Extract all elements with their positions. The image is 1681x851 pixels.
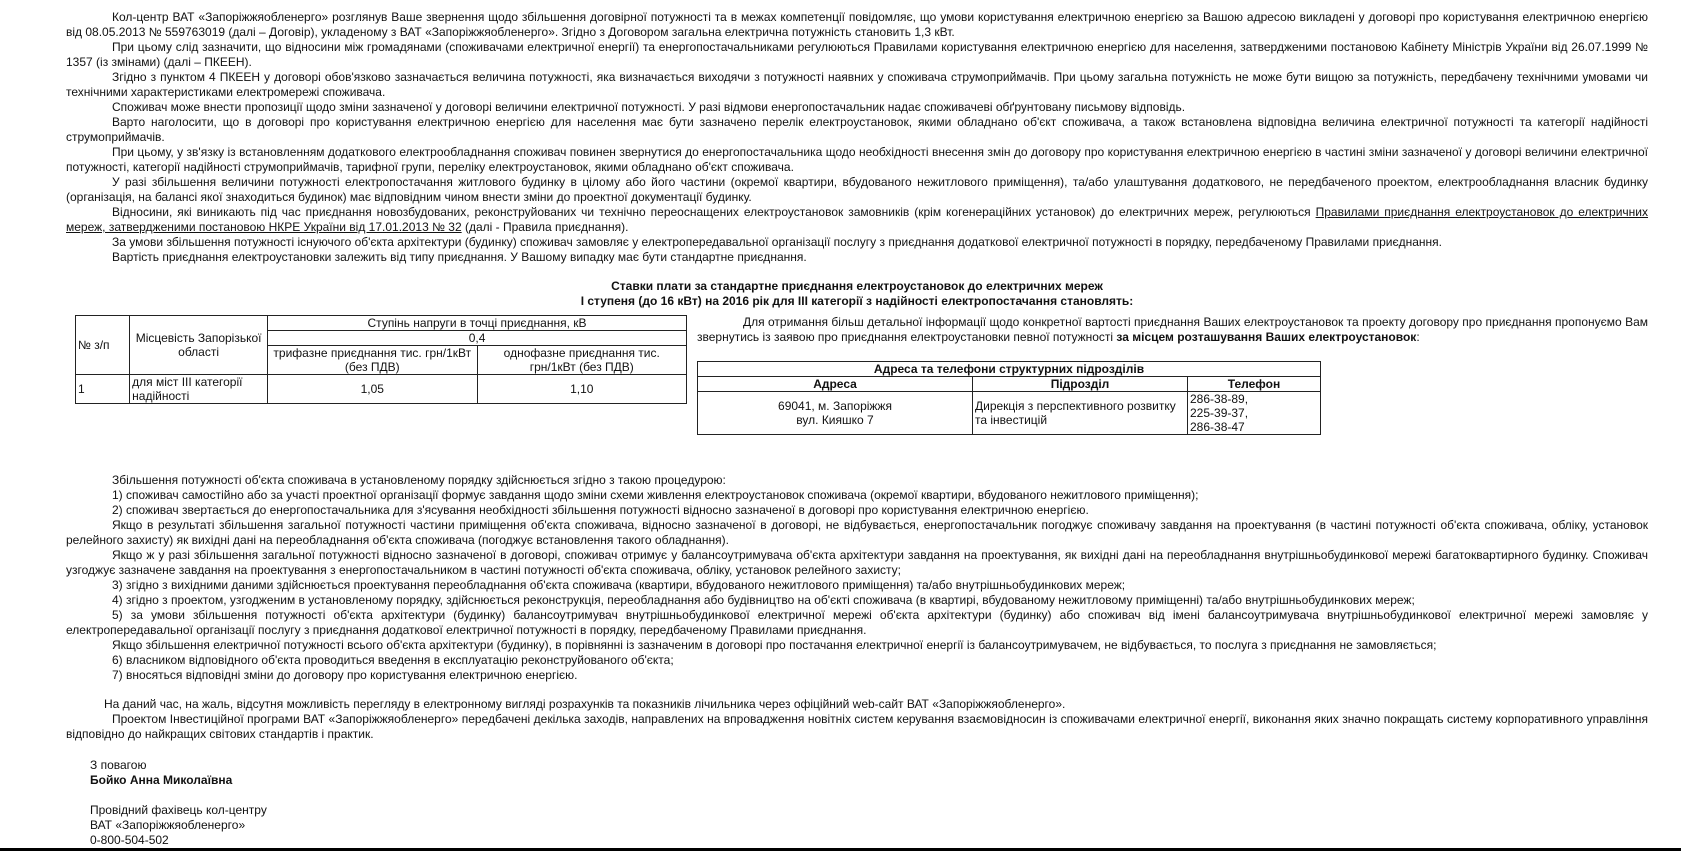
- rates-and-contacts-section: [66, 309, 1648, 469]
- procedure-item: 3) згідно з вихідними даними здійснюється проектування переобладнання об'єкта споживача (квартири, вбудованого нежитлового приміщення) та/або внутрішньобудинкових мереж;: [112, 578, 1126, 592]
- contacts-table: [697, 361, 1321, 435]
- procedure-item: 2) споживач звертається до енергопостачальника для з'ясування необхідності збільшення потужності відносно зазначеної в договорі про користування електричною енергією.: [112, 503, 1089, 517]
- contact-info-tail: :: [1416, 330, 1420, 344]
- col-header-unit: Підрозділ: [973, 377, 1188, 392]
- rates-table: [75, 315, 687, 404]
- procedure-item: Якщо ж у разі збільшення загальної потужності відносно зазначеної в договорі, споживач отримує у балансоутримувача об'єкта архітектури завдання на проектування, як вихідні дані на переобладнання внутрішньобудинкової мережі багатоквартирного будинку. Споживач узгоджує зазначене завдання на проектування з енергопостачальником в частині потужності об'єкта споживача, обліку, установок релейного захисту;: [66, 548, 1648, 577]
- phone-number: 286-38-89,: [1190, 392, 1249, 406]
- connection-rules-paragraph: [66, 205, 1648, 235]
- signature-name: Бойко Анна Миколаївна: [90, 773, 233, 787]
- connection-rules-text: Відносини, які виникають під час приєднання новозбудованих, реконструйованих чи технічно переоснащених електроустановок замовників (крім когенераційних установок) до електричних мереж, регулюються: [112, 205, 1316, 219]
- phone-number: 286-38-47: [1190, 420, 1245, 434]
- intro-paragraph: У разі збільшення величини потужності електропостачання житлового будинку в цілому або його частини (окремої квартири, вбудованого нежитлового приміщення), та/або улаштування додаткового, не передбаченого проектом, електрообладнання власник будинку (організація, на балансі якої знаходиться будинок) має відповідним чином внести зміни до проектної документації будинку.: [66, 175, 1648, 204]
- procedure-item: Збільшення потужності об'єкта споживача в установленому порядку здійснюється згідно з такою процедурою:: [112, 473, 726, 487]
- col-header-phone: Телефон: [1188, 377, 1321, 392]
- signature-phone: 0-800-504-502: [90, 833, 169, 847]
- capacity-increase-paragraph: За умови збільшення потужності існуючого об'єкта архітектури (будинку) споживач замовляє у електропередавальної організації послугу з приєднання додаткової електричної потужності в порядку, передбаченому Правилами приєднання.: [112, 235, 1442, 249]
- col-header-single-phase: однофазне приєднання тис. грн/1кВт (без ПДВ): [477, 346, 686, 375]
- address-line: 69041, м. Запоріжжя: [778, 399, 892, 413]
- col-header-three-phase: трифазне приєднання тис. грн/1кВт (без ПДВ): [268, 346, 477, 375]
- col-header-number: № з/п: [76, 316, 130, 375]
- row-number: 1: [76, 375, 130, 404]
- table-row: [698, 392, 1321, 435]
- closing-paragraph: Проектом Інвестиційної програми ВАТ «Запоріжжяобленерго» передбачені декілька заходів, направлених на впровадження новітніх систем керування взаємовідносин із споживачами електричної енергії, виконання яких значно покращать систему корпоративного управління відповідно до найкращих світових стандартів і практик.: [66, 712, 1648, 741]
- col-header-address: Адреса: [698, 377, 973, 392]
- intro-paragraph: Згідно з пунктом 4 ПКЕЕН у договорі обов'язково зазначається величина потужності, яка визначається виходячи з потужності наявних у споживача струмоприймачів. При цьому загальна потужність не може бути вищою за потужність, передбачену технічними умовами чи технічними характеристиками електромережі споживача.: [66, 70, 1648, 99]
- procedure-item: 6) власником відповідного об'єкта проводиться введення в експлуатацію реконструйованого об'єкта;: [112, 653, 674, 667]
- intro-paragraph: Варто наголосити, що в договорі про користування електричною енергією для населення має бути зазначено перелік електроустановок, якими обладнано об'єкт споживача, а також встановлена відповідна величина електричної потужності та категорії надійності струмоприймачів.: [66, 115, 1648, 144]
- contact-info-bold: за місцем розташування Ваших електроустановок: [1116, 330, 1417, 344]
- voltage-value: 0,4: [268, 331, 687, 346]
- row-place: для міст ІІІ категорії надійності: [130, 375, 268, 404]
- procedure-section: [66, 473, 1648, 683]
- contacts-table-title: Адреса та телефони структурних підрозділів: [698, 362, 1321, 377]
- table-row: [76, 375, 687, 404]
- address-line: вул. Кияшко 7: [796, 413, 874, 427]
- intro-paragraph: Споживач може внести пропозиції щодо зміни зазначеної у договорі величини електричної потужності. У разі відмови енергопостачальник надає споживачеві обґрунтовану письмову відповідь.: [112, 100, 1186, 114]
- contact-info-text: Для отримання більш детальної інформації щодо конкретної вартості приєднання Ваших електроустановок та проекту договору про приєднання пропонуємо Вам звернутись із заявою про приєднання електроустановки певної потужності: [697, 315, 1648, 344]
- procedure-item: 1) споживач самостійно або за участі проектної організації формує завдання щодо зміни схеми живлення електроустановок споживача (окремої квартири, вбудованого нежитлового приміщення);: [112, 488, 1199, 502]
- intro-paragraph: Кол-центр ВАТ «Запоріжжяобленерго» розглянув Ваше звернення щодо збільшення договірної потужності та в межах компетенції повідомляє, що умови користування електричною енергією за Вашою адресою викладені у договорі про користування електричною енергією від 08.05.2013 № 559763019 (далі – Договір), укладеному з ВАТ «Запоріжжяобленерго». Згідно з Договором загальна електрична потужність становить 1,3 кВт.: [66, 10, 1648, 39]
- letter-body: [66, 10, 1648, 742]
- closing-paragraph: На даний час, на жаль, відсутня можливість перегляду в електронному вигляді розрахунків та показників лічильника через офіційний web-сайт ВАТ «Запоріжжяобленерго».: [104, 697, 1066, 711]
- procedure-item: 7) вносяться відповідні зміни до договору про користування електричною енергією.: [112, 668, 578, 682]
- rates-subtitle: І ступеня (до 16 кВт) на 2016 рік для ІІІ категорії з надійності електропостачання становлять:: [580, 294, 1134, 308]
- procedure-item: Якщо в результаті збільшення загальної потужності частини приміщення об'єкта споживача, відносно зазначеної в договорі, не відбувається, енергопостачальник погоджує споживачу завдання на проектування (в частині потужності об'єкта споживача, обліку, установок релейного захисту) як вихідні дані на переобладнання об'єкта споживача (погоджує встановлення такого обладнання).: [66, 518, 1648, 547]
- signature-company: ВАТ «Запоріжжяобленерго»: [90, 818, 246, 832]
- col-header-place: Місцевість Запорізької області: [130, 316, 268, 375]
- row-three-phase-rate: 1,05: [268, 375, 477, 404]
- phone-cell: [1188, 392, 1321, 435]
- intro-paragraph: При цьому, у зв'язку із встановленням додаткового електрообладнання споживач повинен звернутися до енергопостачальника щодо необхідності внесення змін до договору про користування електричною енергією в частині зміни зазначеної у договорі величини електричної потужності, категорії надійності струмоприймачів, тарифної групи, переліку електроустановок, якими обладнано об'єкт споживача.: [66, 145, 1648, 174]
- col-header-voltage: Ступінь напруги в точці приєднання, кВ: [268, 316, 687, 331]
- contact-info-paragraph: [697, 315, 1648, 345]
- procedure-item: 5) за умови збільшення потужності об'єкта архітектури (будинку) балансоутримувач внутрішньобудинкової електричної мережі об'єкта архітектури (будинку) або споживач від імені балансоутримувача внутрішньобудинкової електричної мережі замовляє у електропередавальної організації послугу з приєднання додаткової електричної потужності в порядку, передбаченому Правилами приєднання.: [66, 608, 1648, 637]
- rates-title: Ставки плати за стандартне приєднання електроустановок до електричних мереж: [611, 279, 1103, 293]
- unit-cell: Дирекція з перспективного розвитку та інвестицій: [973, 392, 1188, 435]
- phone-number: 225-39-37,: [1190, 406, 1249, 420]
- address-cell: [698, 392, 973, 435]
- connection-cost-paragraph: Вартість приєднання електроустановки залежить від типу приєднання. У Вашому випадку має бути стандартне приєднання.: [112, 250, 807, 264]
- procedure-item: Якщо збільшення електричної потужності всього об'єкта архітектури (будинку), в порівнянні із зазначеним в договорі про постачання електричної енергії із балансоутримувачем, не відбувається, то послуга з приєднання не замовляється;: [112, 638, 1437, 652]
- signature-regards: З повагою: [90, 758, 147, 772]
- procedure-item: 4) згідно з проектом, узгодженим в установленому порядку, здійснюється реконструкція, переобладнання або будівництво на об'єкті споживача (в квартирі, вбудованому нежитловому приміщенні) та/або внутрішньобудинкових мереж;: [112, 593, 1415, 607]
- connection-rules-tail: (далі - Правила приєднання).: [461, 220, 629, 234]
- intro-paragraph: При цьому слід зазначити, що відносини між громадянами (споживачами електричної енергії) та енергопостачальниками регулюються Правилами користування електричною енергією для населення, затвердженими постановою Кабінету Міністрів України від 26.07.1999 № 1357 (із змінами) (далі – ПКЕЕН).: [66, 40, 1648, 69]
- signature-block: [90, 758, 267, 848]
- signature-position: Провідний фахівець кол-центру: [90, 803, 267, 817]
- row-single-phase-rate: 1,10: [477, 375, 686, 404]
- connection-rules-link[interactable]: Правилами приєднання електроустановок до електричних мереж, затвердженими постановою НКРЕ України від 17.01.2013 № 32: [66, 205, 1649, 234]
